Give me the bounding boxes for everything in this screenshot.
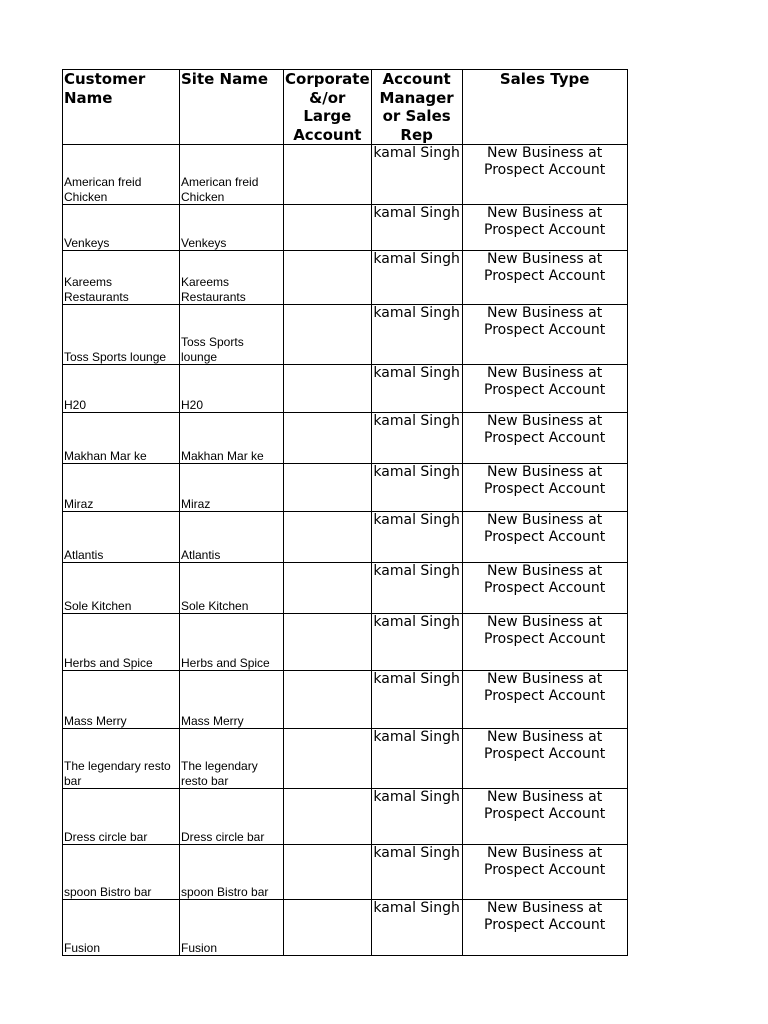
account-manager-cell: kamal Singh — [371, 845, 462, 900]
table-row — [63, 305, 628, 365]
site-name-cell: Dress circle bar — [180, 789, 284, 845]
account-manager-cell: kamal Singh — [371, 671, 462, 729]
customer-name-cell: The legendary resto bar — [63, 729, 180, 789]
customer-name-cell: Mass Merry — [63, 671, 180, 729]
site-name-cell: Makhan Mar ke — [180, 413, 284, 464]
account-manager-cell: kamal Singh — [371, 789, 462, 845]
sales-type-cell: New Business at Prospect Account — [462, 512, 627, 563]
table-row — [63, 365, 628, 413]
table-row — [63, 251, 628, 305]
customer-name-cell: Makhan Mar ke — [63, 413, 180, 464]
site-name-cell: The legendary resto bar — [180, 729, 284, 789]
header-account-manager: Account Manager or Sales Rep — [371, 70, 462, 145]
site-name-cell: Sole Kitchen — [180, 563, 284, 614]
account-manager-cell: kamal Singh — [371, 614, 462, 671]
customer-name-cell: American freid Chicken — [63, 145, 180, 205]
table-body — [63, 145, 628, 956]
header-sales-type: Sales Type — [462, 70, 627, 145]
site-name-cell: Venkeys — [180, 205, 284, 251]
header-corporate-large-account: Corporate &/or Large Account — [285, 70, 370, 144]
site-name-cell: Herbs and Spice — [180, 614, 284, 671]
accounts-table — [62, 69, 628, 956]
account-manager-cell: kamal Singh — [371, 365, 462, 413]
table-row — [63, 145, 628, 205]
corporate-account-cell — [284, 563, 372, 614]
customer-name-cell: Atlantis — [63, 512, 180, 563]
sales-type-cell: New Business at Prospect Account — [462, 789, 627, 845]
sales-type-cell: New Business at Prospect Account — [462, 845, 627, 900]
sales-type-cell: New Business at Prospect Account — [462, 563, 627, 614]
account-manager-cell: kamal Singh — [371, 205, 462, 251]
table-row — [63, 464, 628, 512]
account-manager-cell: kamal Singh — [371, 145, 462, 205]
account-manager-cell: kamal Singh — [371, 251, 462, 305]
account-manager-cell: kamal Singh — [371, 305, 462, 365]
customer-name-cell: Miraz — [63, 464, 180, 512]
header-customer-name: Customer Name — [63, 70, 180, 145]
sales-type-cell: New Business at Prospect Account — [462, 671, 627, 729]
table-header — [63, 70, 628, 145]
site-name-cell: spoon Bistro bar — [180, 845, 284, 900]
table-row — [63, 845, 628, 900]
customer-name-cell: Venkeys — [63, 205, 180, 251]
corporate-account-cell — [284, 900, 372, 956]
table-row — [63, 205, 628, 251]
corporate-account-cell — [284, 789, 372, 845]
corporate-account-cell — [284, 205, 372, 251]
corporate-account-cell — [284, 464, 372, 512]
account-manager-cell: kamal Singh — [371, 464, 462, 512]
corporate-account-cell — [284, 614, 372, 671]
account-manager-cell: kamal Singh — [371, 729, 462, 789]
sales-type-cell: New Business at Prospect Account — [462, 251, 627, 305]
sales-type-cell: New Business at Prospect Account — [462, 305, 627, 365]
table-row — [63, 789, 628, 845]
site-name-cell: Miraz — [180, 464, 284, 512]
corporate-account-cell — [284, 729, 372, 789]
customer-name-cell: Kareems Restaurants — [63, 251, 180, 305]
site-name-cell: Toss Sports lounge — [180, 305, 284, 365]
corporate-account-cell — [284, 145, 372, 205]
account-manager-cell: kamal Singh — [371, 900, 462, 956]
header-row — [63, 70, 628, 145]
sales-type-cell: New Business at Prospect Account — [462, 614, 627, 671]
site-name-cell: American freid Chicken — [180, 145, 284, 205]
site-name-cell: Atlantis — [180, 512, 284, 563]
corporate-account-cell — [284, 251, 372, 305]
sales-type-cell: New Business at Prospect Account — [462, 464, 627, 512]
table-row — [63, 563, 628, 614]
account-manager-cell: kamal Singh — [371, 563, 462, 614]
table-row — [63, 729, 628, 789]
customer-name-cell: Sole Kitchen — [63, 563, 180, 614]
corporate-account-cell — [284, 845, 372, 900]
corporate-account-cell — [284, 365, 372, 413]
corporate-account-cell — [284, 512, 372, 563]
corporate-account-cell — [284, 305, 372, 365]
account-manager-cell: kamal Singh — [371, 413, 462, 464]
sales-type-cell: New Business at Prospect Account — [462, 413, 627, 464]
table-row — [63, 512, 628, 563]
table-row — [63, 413, 628, 464]
table-row — [63, 671, 628, 729]
customer-name-cell: Herbs and Spice — [63, 614, 180, 671]
customer-name-cell: Fusion — [63, 900, 180, 956]
sales-type-cell: New Business at Prospect Account — [462, 729, 627, 789]
corporate-account-cell — [284, 413, 372, 464]
corporate-account-cell — [284, 671, 372, 729]
table-row — [63, 614, 628, 671]
customer-name-cell: spoon Bistro bar — [63, 845, 180, 900]
customer-name-cell: Dress circle bar — [63, 789, 180, 845]
account-manager-cell: kamal Singh — [371, 512, 462, 563]
customer-name-cell: Toss Sports lounge — [63, 305, 180, 365]
header-site-name: Site Name — [180, 70, 284, 145]
site-name-cell: Fusion — [180, 900, 284, 956]
sales-type-cell: New Business at Prospect Account — [462, 205, 627, 251]
customer-name-cell: H20 — [63, 365, 180, 413]
site-name-cell: Mass Merry — [180, 671, 284, 729]
site-name-cell: Kareems Restaurants — [180, 251, 284, 305]
site-name-cell: H20 — [180, 365, 284, 413]
sales-type-cell: New Business at Prospect Account — [462, 900, 627, 956]
sales-type-cell: New Business at Prospect Account — [462, 145, 627, 205]
table-row — [63, 900, 628, 956]
sales-type-cell: New Business at Prospect Account — [462, 365, 627, 413]
